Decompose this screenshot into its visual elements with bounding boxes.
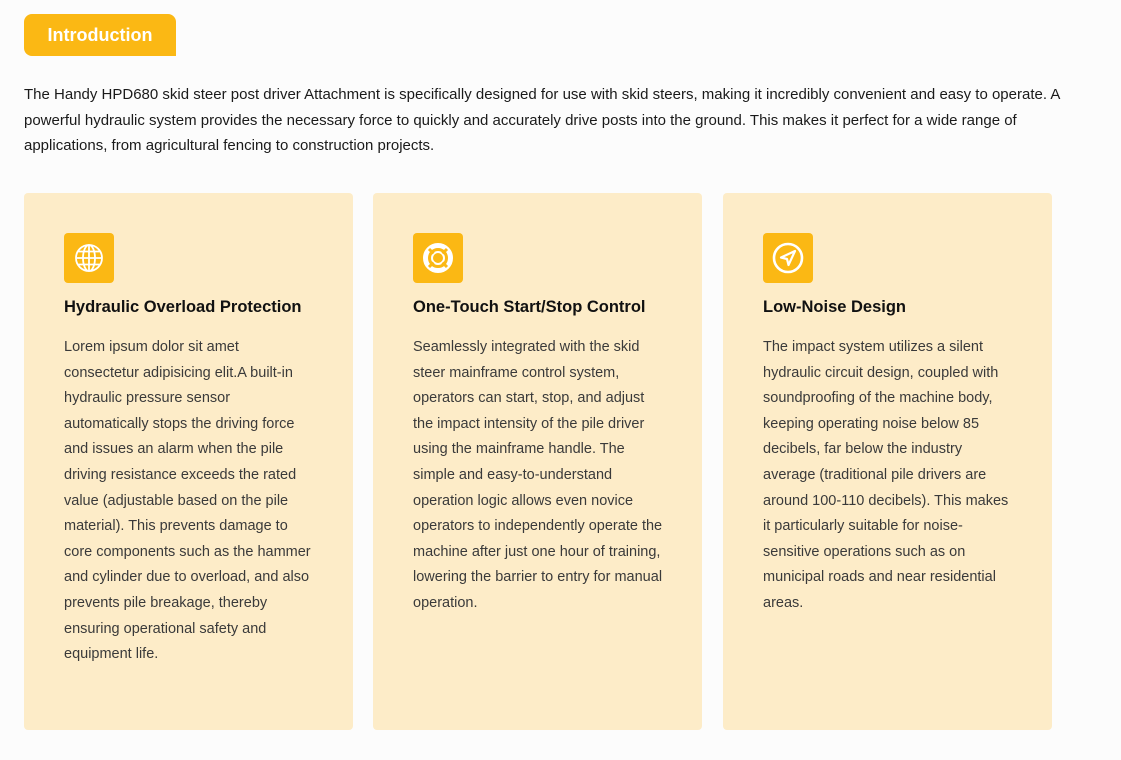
- feature-card-overload-protection: [24, 193, 353, 730]
- feature-title: Low-Noise Design: [763, 298, 907, 316]
- globe-icon: [64, 233, 114, 283]
- lifebuoy-icon: [413, 233, 463, 283]
- feature-description: Lorem ipsum dolor sit amet consectetur adipisicing elit.A built-in hydraulic pressure sensor automatically stops the driving force and issues an alarm when the pile driving resistance exceeds the rated value (adjustable based on the pile material). This prevents damage to core components such as the hammer and cylinder due to overload, and also prevents pile breakage, thereby ensuring operational safety and equipment life.: [64, 339, 311, 663]
- feature-title: One-Touch Start/Stop Control: [413, 298, 646, 316]
- feature-card-one-touch-control: [373, 193, 702, 730]
- intro-paragraph: The Handy HPD680 skid steer post driver Attachment is specifically designed for use with skid steers, making it incredibly convenient and easy to operate. A powerful hydraulic system provides the necessary force to quickly and accurately drive posts into the ground. This makes it perfect for a wide range of applications, from agricultural fencing to construction projects.: [24, 86, 1060, 154]
- feature-description: Seamlessly integrated with the skid steer mainframe control system, operators can start, stop, and adjust the impact intensity of the pile driver using the mainframe handle. The simple and easy-to-understand operation logic allows even novice operators to independently operate the machine after just one hour of training, lowering the barrier to entry for manual operation.: [413, 339, 663, 611]
- feature-card-low-noise: [723, 193, 1052, 730]
- feature-title: Hydraulic Overload Protection: [64, 298, 302, 316]
- compass-icon: [763, 233, 813, 283]
- introduction-badge: Introduction: [24, 14, 176, 56]
- feature-description: The impact system utilizes a silent hydraulic circuit design, coupled with soundproofing of the machine body, keeping operating noise below 85 decibels, far below the industry average (traditional pile drivers are around 100-110 decibels). This makes it particularly suitable for noise-sensitive operations such as on municipal roads and near residential areas.: [763, 339, 1009, 611]
